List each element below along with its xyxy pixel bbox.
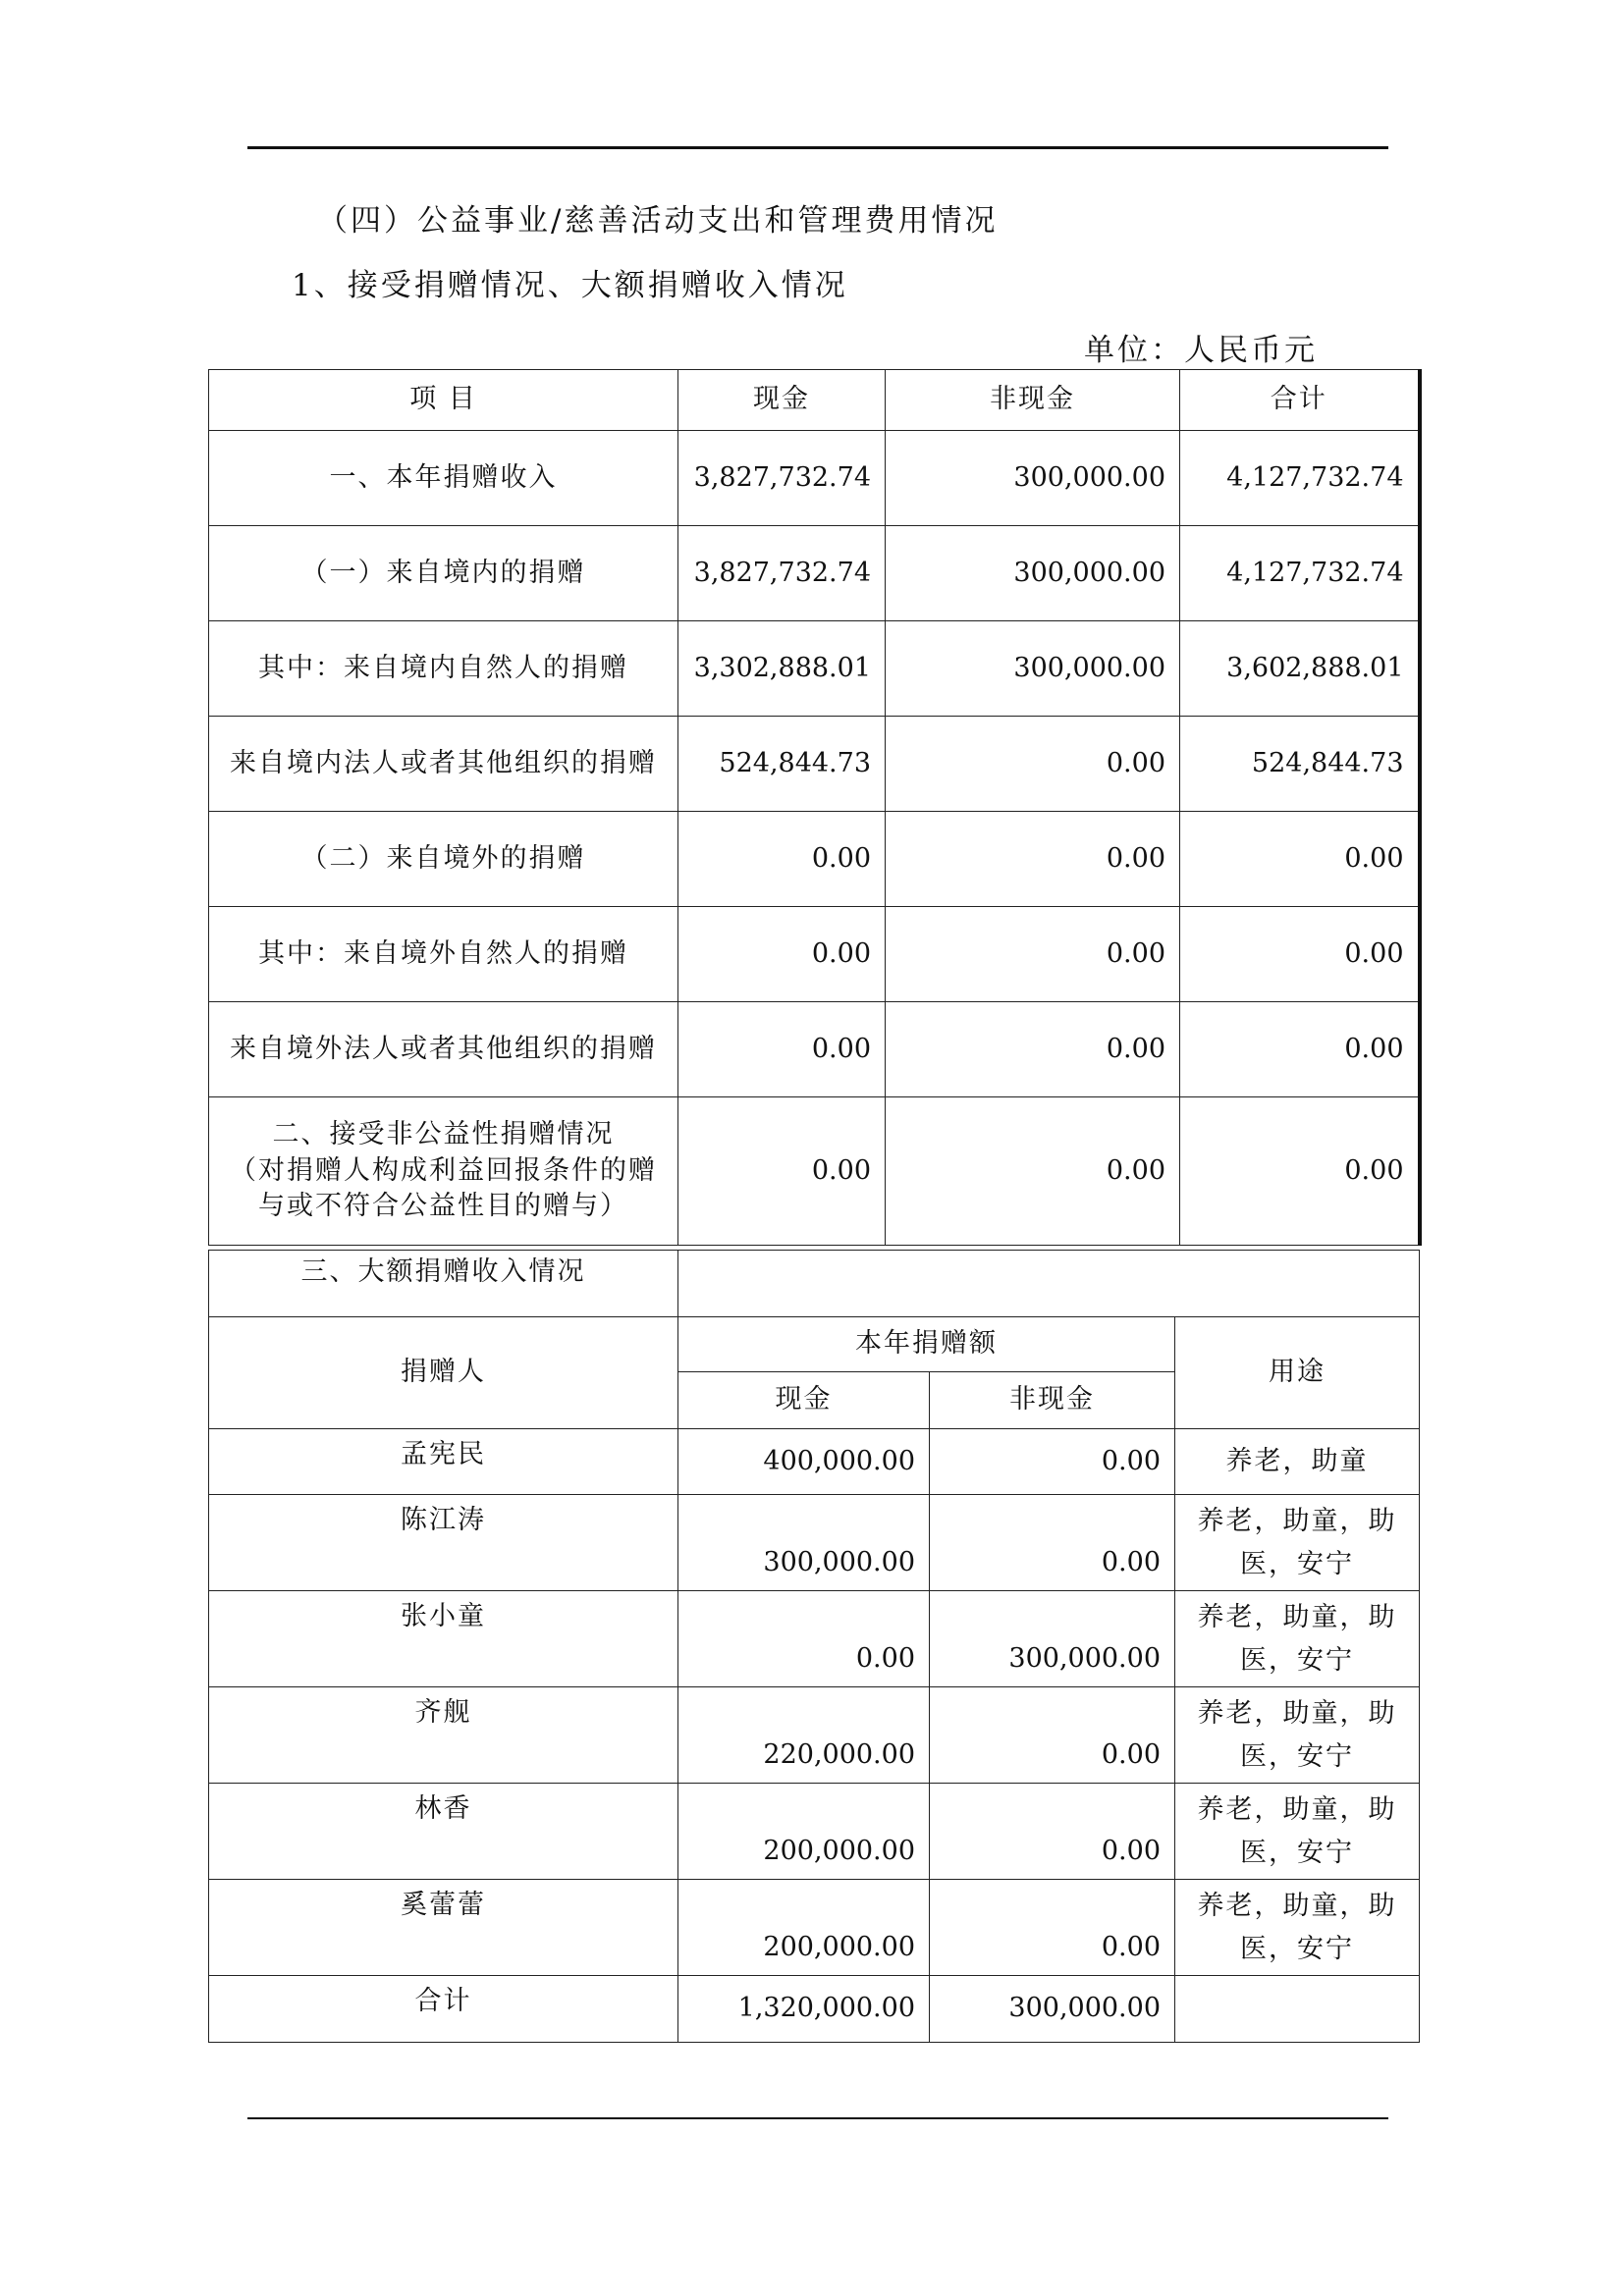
donor-use (1175, 1591, 1420, 1687)
row-item: 其中：来自境外自然人的捐赠 (209, 907, 678, 1002)
row-cash: 0.00 (678, 1002, 886, 1097)
large-donation-title-row (209, 1251, 1420, 1317)
row-noncash: 0.00 (886, 1097, 1180, 1246)
row-item-nonpublic (209, 1097, 678, 1246)
donor-use-line-2: 医，安宁 (1240, 1644, 1355, 1676)
donor-cash: 200,000.00 (678, 1784, 930, 1880)
donor-use-line-2: 医，安宁 (1240, 1740, 1355, 1772)
row-noncash: 300,000.00 (886, 621, 1180, 717)
header-use: 用途 (1175, 1317, 1420, 1429)
row-noncash: 300,000.00 (886, 431, 1180, 526)
row-item: 来自境内法人或者其他组织的捐赠 (209, 717, 678, 812)
large-donation-header-row (209, 1317, 1420, 1372)
row-noncash: 0.00 (886, 907, 1180, 1002)
table-row (209, 1880, 1420, 1976)
table-row (209, 812, 1420, 907)
row-cash: 3,827,732.74 (678, 526, 886, 621)
donor-use (1175, 1687, 1420, 1784)
section-title: （四）公益事业/慈善活动支出和管理费用情况 (317, 203, 999, 239)
header-donor: 捐赠人 (209, 1317, 678, 1429)
row-cash: 524,844.73 (678, 717, 886, 812)
header-cash: 现金 (678, 1372, 930, 1429)
footer-rule (247, 2117, 1388, 2119)
row-total: 4,127,732.74 (1180, 431, 1420, 526)
row-total: 524,844.73 (1180, 717, 1420, 812)
donor-noncash: 300,000.00 (930, 1591, 1175, 1687)
donor-noncash: 0.00 (930, 1687, 1175, 1784)
table-total-row (209, 1976, 1420, 2043)
row-item: （一）来自境内的捐赠 (209, 526, 678, 621)
total-noncash: 300,000.00 (930, 1976, 1175, 2043)
row-cash: 3,827,732.74 (678, 431, 886, 526)
header-rule (247, 146, 1388, 149)
donor-use-line-2: 医，安宁 (1240, 1837, 1355, 1868)
header-item: 项 目 (209, 370, 678, 431)
row-total: 4,127,732.74 (1180, 526, 1420, 621)
table-row (209, 717, 1420, 812)
donor-noncash: 0.00 (930, 1495, 1175, 1591)
donor-use-line-1: 养老，助童，助 (1197, 1602, 1397, 1633)
donation-income-table (208, 369, 1422, 1246)
nonpublic-line-1: 二、接受非公益性捐赠情况 (272, 1119, 615, 1150)
donor-use (1175, 1495, 1420, 1591)
donor-cash: 0.00 (678, 1591, 930, 1687)
table-row (209, 1784, 1420, 1880)
donor-name: 齐舰 (209, 1687, 678, 1784)
donor-use-line-1: 养老，助童，助 (1197, 1891, 1397, 1922)
donor-use-line-2: 医，安宁 (1240, 1548, 1355, 1579)
nonpublic-line-2: （对捐赠人构成利益回报条件的赠 (230, 1154, 657, 1186)
donor-cash: 220,000.00 (678, 1687, 930, 1784)
table-row (209, 1429, 1420, 1495)
header-amount: 本年捐赠额 (678, 1317, 1175, 1372)
row-noncash: 0.00 (886, 717, 1180, 812)
donor-cash: 300,000.00 (678, 1495, 930, 1591)
table-row (209, 431, 1420, 526)
donor-cash: 400,000.00 (678, 1429, 930, 1495)
large-donation-table (208, 1250, 1420, 2043)
donor-name: 奚蕾蕾 (209, 1880, 678, 1976)
donor-noncash: 0.00 (930, 1429, 1175, 1495)
row-item: 一、本年捐赠收入 (209, 431, 678, 526)
row-total: 0.00 (1180, 907, 1420, 1002)
row-noncash: 0.00 (886, 812, 1180, 907)
donor-use-line-1: 养老，助童，助 (1197, 1794, 1397, 1826)
table-row (209, 621, 1420, 717)
donor-cash: 200,000.00 (678, 1880, 930, 1976)
table-row (209, 1002, 1420, 1097)
donor-name: 孟宪民 (209, 1429, 678, 1495)
table-header-row (209, 370, 1420, 431)
donor-use (1175, 1880, 1420, 1976)
total-use-empty (1175, 1976, 1420, 2043)
table-row (209, 907, 1420, 1002)
row-total: 0.00 (1180, 812, 1420, 907)
table-row (209, 1495, 1420, 1591)
table-row (209, 1687, 1420, 1784)
donor-use-line-1: 养老，助童，助 (1197, 1506, 1397, 1537)
row-cash: 0.00 (678, 1097, 886, 1246)
donor-use (1175, 1429, 1420, 1495)
table-row (209, 1591, 1420, 1687)
donor-use-line-1: 养老，助童，助 (1197, 1698, 1397, 1730)
nonpublic-line-3: 与或不符合公益性目的赠与） (258, 1191, 628, 1222)
row-item: 其中：来自境内自然人的捐赠 (209, 621, 678, 717)
subsection-title: 1、接受捐赠情况、大额捐赠收入情况 (292, 268, 848, 303)
row-noncash: 0.00 (886, 1002, 1180, 1097)
large-donation-title: 三、大额捐赠收入情况 (209, 1251, 678, 1317)
header-total: 合计 (1180, 370, 1420, 431)
table-row-nonpublic (209, 1097, 1420, 1246)
row-total: 3,602,888.01 (1180, 621, 1420, 717)
row-total: 0.00 (1180, 1097, 1420, 1246)
donor-use-line-1: 养老，助童 (1225, 1446, 1369, 1477)
title-empty-cell (678, 1251, 1420, 1317)
header-noncash: 非现金 (886, 370, 1180, 431)
donor-name: 林香 (209, 1784, 678, 1880)
row-cash: 3,302,888.01 (678, 621, 886, 717)
donor-use (1175, 1784, 1420, 1880)
donor-noncash: 0.00 (930, 1784, 1175, 1880)
row-total: 0.00 (1180, 1002, 1420, 1097)
row-cash: 0.00 (678, 907, 886, 1002)
row-item: （二）来自境外的捐赠 (209, 812, 678, 907)
table-row (209, 526, 1420, 621)
row-noncash: 300,000.00 (886, 526, 1180, 621)
total-cash: 1,320,000.00 (678, 1976, 930, 2043)
donor-name: 陈江涛 (209, 1495, 678, 1591)
row-cash: 0.00 (678, 812, 886, 907)
donor-use-line-2: 医，安宁 (1240, 1933, 1355, 1964)
unit-label: 单位：人民币元 (1084, 333, 1318, 368)
total-label: 合计 (209, 1976, 678, 2043)
donor-noncash: 0.00 (930, 1880, 1175, 1976)
header-cash: 现金 (678, 370, 886, 431)
header-noncash: 非现金 (930, 1372, 1175, 1429)
donor-name: 张小童 (209, 1591, 678, 1687)
row-item: 来自境外法人或者其他组织的捐赠 (209, 1002, 678, 1097)
